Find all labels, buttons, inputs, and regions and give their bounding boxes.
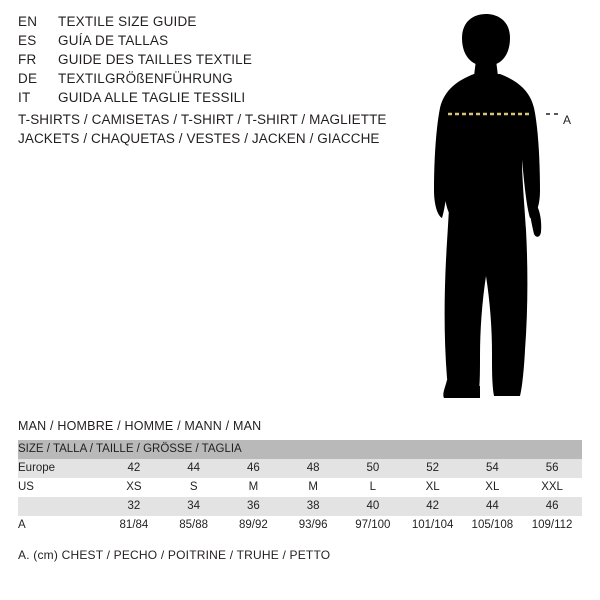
cell-a-8: 109/112 [531,519,573,531]
table-row [18,459,582,478]
table-row [18,497,582,516]
language-code-de: DE [18,71,38,86]
language-row-it [18,90,378,109]
cell-usnum-6: 42 [426,500,439,512]
table-header-label: SIZE / TALLA / TAILLE / GRÖSSE / TAGLIA [18,443,242,455]
cell-europe-7: 54 [485,462,499,474]
cell-us-1: XS [126,481,142,493]
cell-usnum-7: 44 [485,500,499,512]
cell-europe-6: 52 [426,462,439,474]
row-label-a: A [18,519,26,531]
category-block [18,110,418,148]
language-header-block [18,14,378,109]
footer-note: A. (cm) CHEST / PECHO / POITRINE / TRUHE / PETTO [18,548,331,562]
cell-us-3: M [248,481,259,493]
language-code-fr: FR [18,52,37,67]
silhouette-svg [400,10,600,410]
cell-us-8: XXL [541,481,563,493]
language-code-it: IT [18,90,31,105]
language-text-es: GUÍA DE TALLAS [58,33,169,48]
language-row-en [18,14,378,33]
cell-a-2: 85/88 [179,519,209,531]
cell-a-5: 97/100 [355,519,391,531]
cell-europe-5: 50 [366,462,380,474]
cell-a-6: 101/104 [411,519,454,531]
cell-a-7: 105/108 [471,519,514,531]
cell-us-6: XL [425,481,440,493]
cell-usnum-1: 32 [127,500,141,512]
table-title-man: MAN / HOMBRE / HOMME / MANN / MAN [18,419,262,433]
language-row-de [18,71,378,90]
row-label-us-numeric [18,497,104,516]
table-row [18,516,582,535]
language-text-en: TEXTILE SIZE GUIDE [58,14,197,29]
cell-europe-3: 46 [247,462,260,474]
language-text-de: TEXTILGRÖßENFÜHRUNG [58,71,233,86]
language-code-es: ES [18,33,37,48]
table-row [18,478,582,497]
cell-usnum-4: 38 [306,500,320,512]
language-code-en: EN [18,14,38,29]
cell-us-7: XL [485,481,500,493]
cell-usnum-8: 46 [545,500,559,512]
cell-europe-1: 42 [127,462,141,474]
cell-us-2: S [189,481,198,493]
category-line-tshirts: T-SHIRTS / CAMISETAS / T-SHIRT / T-SHIRT / MAGLIETTE [18,112,387,127]
table-header-row [18,440,582,459]
category-line-jackets: JACKETS / CHAQUETAS / VESTES / JACKEN / GIACCHE [18,131,380,146]
cell-a-3: 89/92 [239,519,268,531]
cell-europe-2: 44 [187,462,201,474]
language-text-fr: GUIDE DES TAILLES TEXTILE [58,52,253,67]
language-text-it: GUIDA ALLE TAGLIE TESSILI [58,90,246,105]
language-row-fr [18,52,378,71]
size-table [18,440,582,535]
cell-usnum-3: 36 [247,500,260,512]
row-label-europe: Europe [18,462,56,474]
row-label-us: US [18,481,34,493]
language-row-es [18,33,378,52]
cell-a-4: 93/96 [298,519,328,531]
callout-label-a: A [563,113,572,127]
cell-us-4: M [308,481,318,493]
cell-usnum-2: 34 [187,500,201,512]
cell-a-1: 81/84 [119,519,149,531]
male-silhouette-figure [400,10,600,410]
cell-europe-8: 56 [545,462,559,474]
cell-usnum-5: 40 [366,500,380,512]
cell-europe-4: 48 [306,462,320,474]
cell-us-5: L [369,481,377,493]
